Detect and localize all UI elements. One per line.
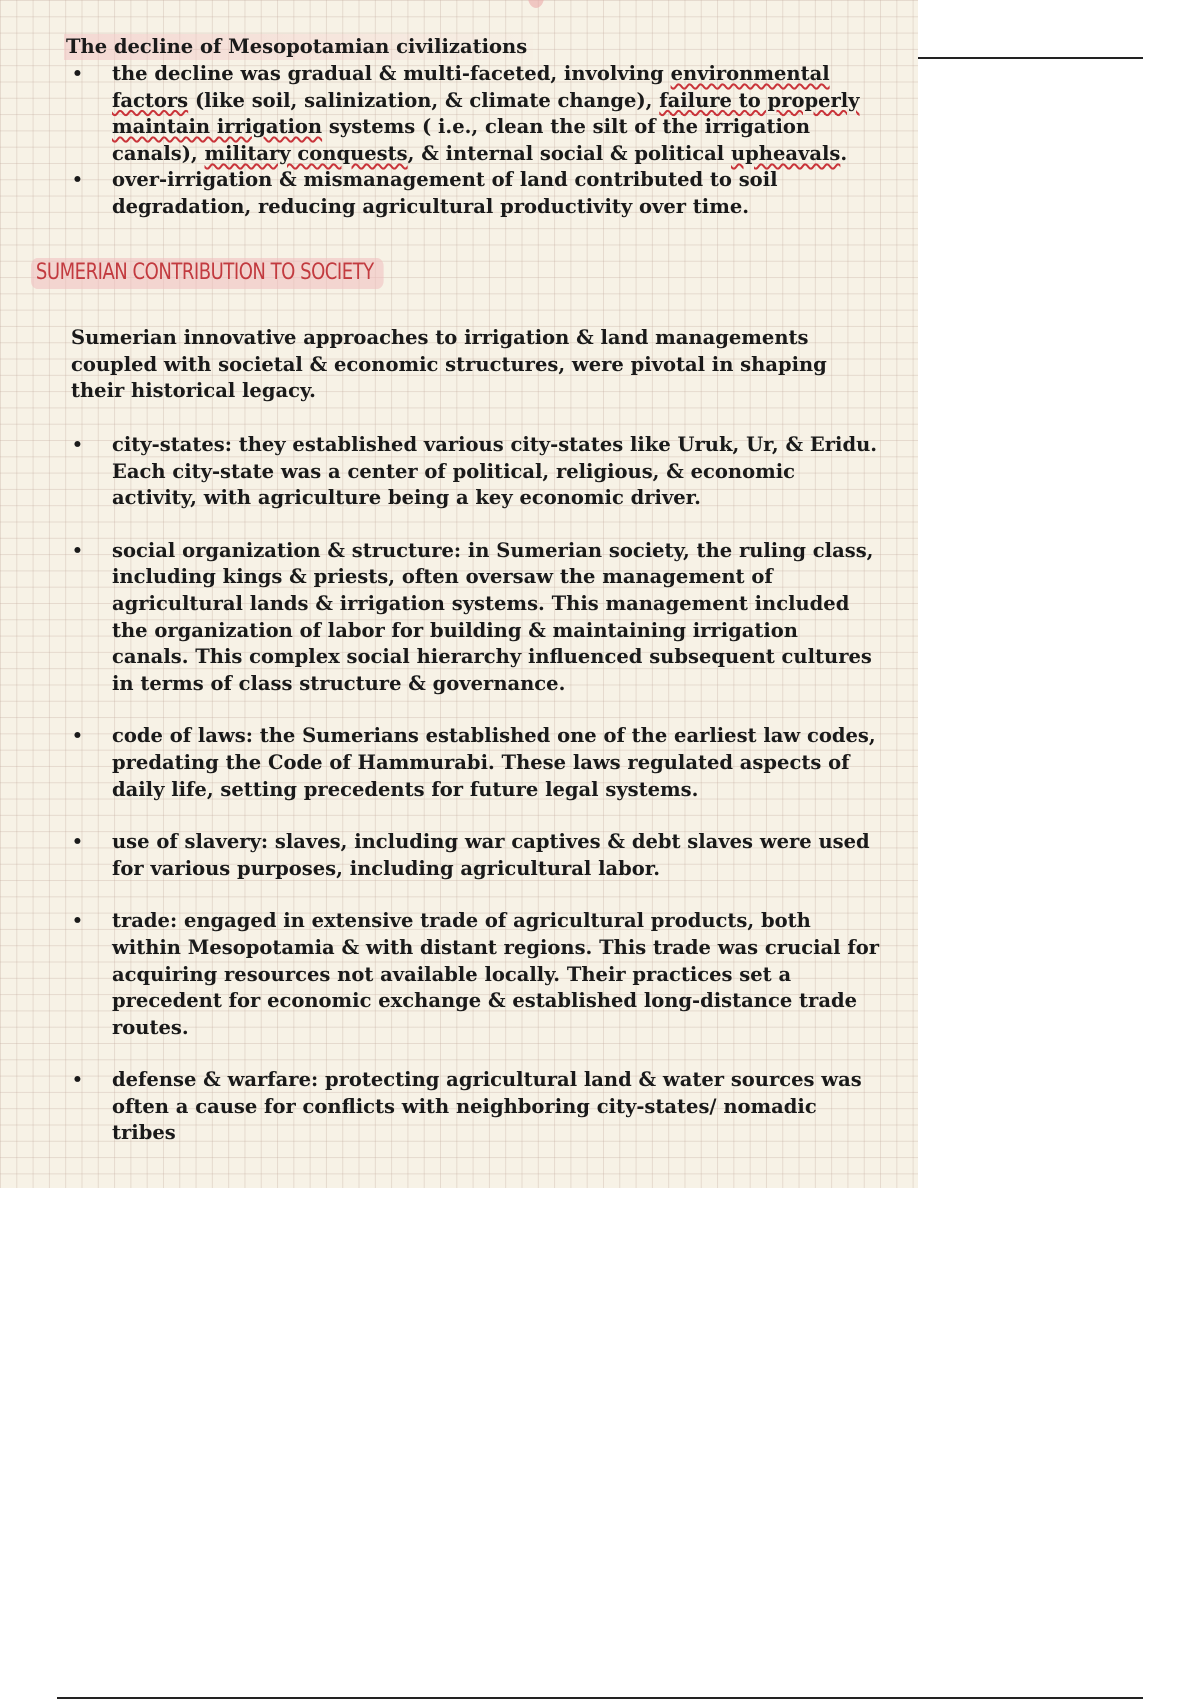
bottom-divider-line <box>57 1697 1143 1699</box>
underlined-environmental-factors: environmental factors <box>112 62 830 112</box>
list-item <box>70 538 880 698</box>
decline-text-2: (like soil, salinization, & climate change), <box>188 88 660 112</box>
decline-heading: The decline of Mesopotamian civilizations <box>64 34 533 60</box>
bullet-icon: • <box>72 170 83 191</box>
decline-text-5: . <box>840 141 848 165</box>
list-item <box>70 167 880 220</box>
list-item <box>70 61 880 167</box>
contribution-slavery: use of slavery: slaves, including war captives & debt slaves were used for various purposes, including agricultural labor. <box>112 830 870 880</box>
underlined-upheavals: upheavals <box>730 141 841 165</box>
contribution-city-states: city-states: they established various city-states like Uruk, Ur, & Eridu. Each city-state was a center of political, religious, & economic activity, with agriculture being a key economic driver. <box>112 433 878 510</box>
top-divider-line <box>918 57 1143 59</box>
decline-list <box>70 61 880 221</box>
list-item <box>70 723 880 803</box>
bullet-icon: • <box>72 64 83 84</box>
list-item <box>70 1067 880 1147</box>
list-item <box>70 432 880 512</box>
bullet-icon: • <box>72 540 83 561</box>
pink-ink-blot <box>528 0 544 8</box>
bullet-icon: • <box>72 726 83 747</box>
contribution-code-of-laws: code of laws: the Sumerians established one of the earliest law codes, predating the Code of Hammurabi. These laws regulated aspects of daily life, setting precedents for future legal systems. <box>112 724 876 801</box>
contribution-social-organization: social organization & structure: in Sumerian society, the ruling class, including kings & priests, often oversaw the management of agricultural lands & irrigation systems. This management included the organization of labor for building & maintaining irrigation canals. This complex social hierarchy influenced subsequent cultures in terms of class structure & governance. <box>112 538 874 695</box>
decline-text-b2: over-irrigation & mismanagement of land contributed to soil degradation, reducing agricultural productivity over time. <box>112 168 778 218</box>
bullet-icon: • <box>72 832 83 853</box>
contributions-list <box>70 432 880 1173</box>
underlined-military-conquests: military conquests <box>204 141 408 165</box>
decline-text-3: systems ( i.e., clean the silt of the irrigation canals), <box>112 115 811 165</box>
bullet-icon: • <box>72 911 83 932</box>
contribution-trade: trade: engaged in extensive trade of agricultural products, both within Mesopotamia & with distant regions. This trade was crucial for acquiring resources not available locally. Their practices set a precedent for economic exchange & established long-distance trade routes. <box>112 909 880 1039</box>
list-item <box>70 908 880 1041</box>
bullet-icon: • <box>72 435 83 455</box>
bullet-icon: • <box>72 1070 83 1091</box>
section-heading: SUMERIAN CONTRIBUTION TO SOCIETY <box>31 258 384 289</box>
contribution-defense: defense & warfare: protecting agricultural land & water sources was often a cause for conflicts with neighboring city-states/ nomadic tribes <box>112 1068 862 1145</box>
decline-text-4: , & internal social & political <box>407 141 731 165</box>
intro-paragraph: Sumerian innovative approaches to irrigation & land managements coupled with societal & economic structures, were pivotal in shaping their historical legacy. <box>71 326 827 402</box>
underlined-failure-irrigation: failure to properly maintain irrigation <box>112 88 860 139</box>
decline-text-1: the decline was gradual & multi-faceted, involving <box>112 62 671 85</box>
list-item <box>70 829 880 882</box>
